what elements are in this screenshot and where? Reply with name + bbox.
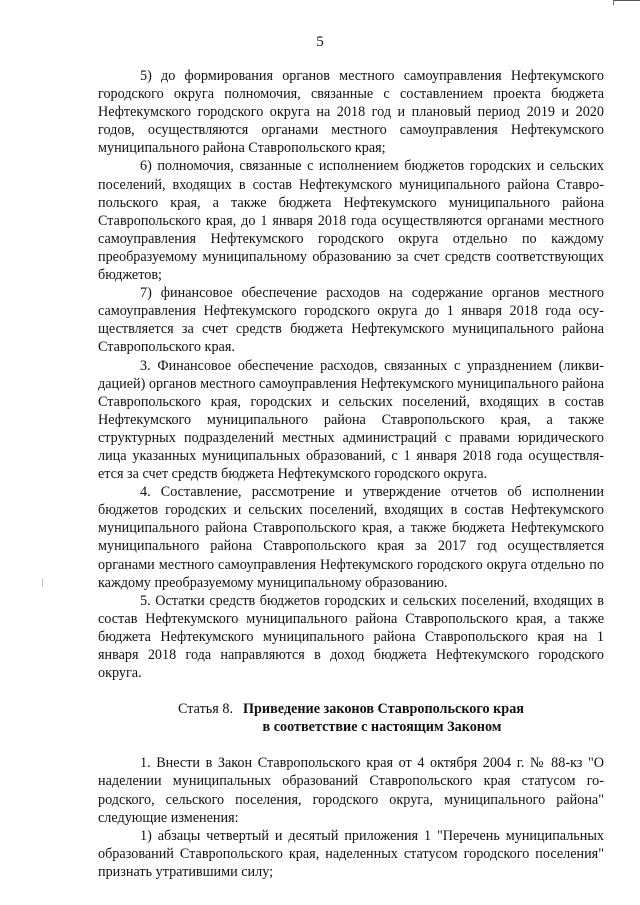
paragraph-5-clause: 5) до формирования органов местного самоуправления Нефтекумского городского округа полномочия, связанные с составлением проекта бюджета Нефтекумского городского округа на 2018 год и плановый период 2019 и 2020 годов, осуществляются органами местного самоуправления Нефтекумского муниципального района Ставропольского края;: [98, 68, 604, 157]
scan-margin-mark: [42, 579, 43, 587]
paragraph-part-4: 4. Составление, рассмотрение и утверждение отчетов об исполнении бюджетов городских и сельских поселений, входящих в состав Нефтекумского муниципального района Ставропольского края, а также бюджета Нефтекумского муниципального района Ставропольского края за 2017 год осуществляется органами местного самоуправления Нефтекумского городского округа отдельно по каждому преобразуемому муниципальному образованию.: [98, 484, 604, 591]
paragraph-6-clause: 6) полномочия, связанные с исполнением бюджетов городских и сельских поселений, входящих в состав Нефтекумского муниципального района Ставропольского края, а также бюджета Нефтекумского муниципального района Ставропольского края, до 1 января 2018 года осуществляются органами местного самоуправления Нефтекумского городского округа отдельно по каждому преобразуемому муниципальному образованию за счет средств соответствующих бюджетов;: [98, 158, 604, 284]
article-title-line2: в соответствие с настоящим Законом: [262, 719, 502, 736]
document-body: [98, 67, 604, 881]
article-label: Статья 8.: [178, 701, 233, 718]
article-heading: [98, 700, 604, 736]
paragraph-article-8-part-1: 1. Внести в Закон Ставропольского края от 4 октября 2004 г. № 88-кз "О наделении муниципальных образований Ставропольского края статусом городского, сельского поселения, городского округа, муниципального района" следующие изменения:: [98, 755, 604, 826]
paragraph-part-5: 5. Остатки средств бюджетов городских и сельских поселений, входящих в состав Нефтекумского муниципального района Ставропольского края, а также бюджета Нефтекумского муниципального района Ставропольского края на 1 января 2018 года направляются в доход бюджета Нефтекумского городского округа.: [98, 592, 604, 682]
article-title-line1: Приведение законов Ставропольского края: [243, 701, 524, 718]
scan-corner-mark: [613, 0, 640, 5]
paragraph-article-8-clause-1: 1) абзацы четвертый и десятый приложения 1 "Перечень муниципальных образований Ставропольского края, наделенных статусом городского поселения" признать утратившими силу;: [98, 827, 604, 880]
paragraph-7-clause: 7) финансовое обеспечение расходов на содержание органов местного самоуправления Нефтекумского городского округа до 1 января 2018 года осуществляется за счет средств бюджета Нефтекумского муниципального района Ставропольского края.: [98, 285, 604, 356]
paragraph-part-3: 3. Финансовое обеспечение расходов, связанных с упразднением (ликвидацией) органов местного самоуправления Нефтекумского муниципального района Ставропольского края, городских и сельских поселений, входящих в состав Нефтекумского муниципального района Ставропольского края, а также структурных подразделений местных администраций с правами юридического лица указанных муниципальных образований, с 1 января 2018 года осуществляется за счет средств бюджета Нефтекумского городского округа.: [98, 357, 604, 483]
section-spacer: [98, 736, 604, 754]
page-number: 5: [316, 34, 324, 50]
